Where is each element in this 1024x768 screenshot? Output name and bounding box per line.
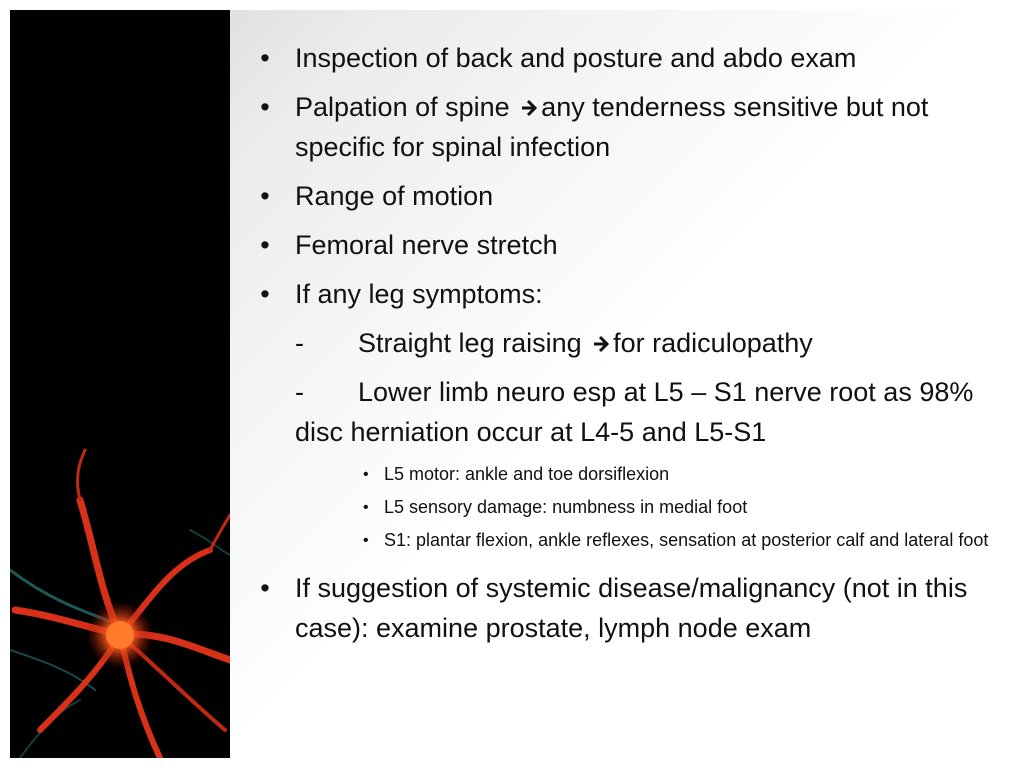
bullet-item bbox=[255, 38, 995, 78]
bullet-marker: • bbox=[363, 532, 369, 549]
bullet-marker: • bbox=[260, 573, 270, 603]
bullet-text: If suggestion of systemic disease/malignancy (not in this case): examine prostate, lymph node exam bbox=[295, 573, 968, 643]
arrow-right-icon bbox=[521, 98, 537, 118]
sub-bullet-text: S1: plantar flexion, ankle reflexes, sensation at posterior calf and lateral foot bbox=[384, 530, 989, 550]
bullet-text-end: any tenderness sensitive but not specific for spinal infection bbox=[295, 92, 929, 162]
bullet-text: Inspection of back and posture and abdo exam bbox=[295, 43, 857, 73]
slide-content bbox=[255, 38, 995, 657]
dash-text: Lower limb neuro esp at L5 – S1 nerve root as 98% disc herniation occur at L4-5 and L5-S1 bbox=[295, 377, 974, 447]
bullet-item bbox=[255, 225, 995, 265]
bullet-marker: • bbox=[363, 499, 369, 516]
sub-bullet-item bbox=[255, 527, 995, 554]
bullet-item bbox=[255, 274, 995, 314]
bullet-marker: • bbox=[260, 181, 270, 211]
bullet-text-start: Palpation of spine bbox=[295, 92, 510, 122]
slide bbox=[10, 10, 1014, 758]
dash-item bbox=[255, 372, 995, 452]
sub-bullet-item bbox=[255, 461, 995, 488]
bullet-item bbox=[255, 568, 995, 648]
bullet-marker: • bbox=[260, 92, 270, 122]
dash-marker: - bbox=[295, 377, 304, 407]
bullet-text: Femoral nerve stretch bbox=[295, 230, 558, 260]
bullet-text: If any leg symptoms: bbox=[295, 279, 543, 309]
left-image-panel bbox=[10, 10, 230, 758]
bullet-text: Range of motion bbox=[295, 181, 494, 211]
bullet-marker: • bbox=[260, 279, 270, 309]
bullet-marker: • bbox=[363, 466, 369, 483]
dash-text-start: Straight leg raising bbox=[358, 328, 582, 358]
bullet-item bbox=[255, 87, 995, 167]
dash-marker: - bbox=[295, 328, 304, 358]
arrow-right-icon bbox=[593, 334, 609, 354]
neuron-illustration bbox=[10, 10, 230, 758]
bullet-marker: • bbox=[260, 230, 270, 260]
bullet-item bbox=[255, 176, 995, 216]
bullet-marker: • bbox=[260, 43, 270, 73]
sub-bullet-item bbox=[255, 494, 995, 521]
dash-text-end: for radiculopathy bbox=[613, 328, 813, 358]
sub-bullet-text: L5 sensory damage: numbness in medial foot bbox=[384, 497, 748, 517]
sub-bullet-text: L5 motor: ankle and toe dorsiflexion bbox=[384, 464, 670, 484]
dash-item bbox=[255, 323, 995, 363]
